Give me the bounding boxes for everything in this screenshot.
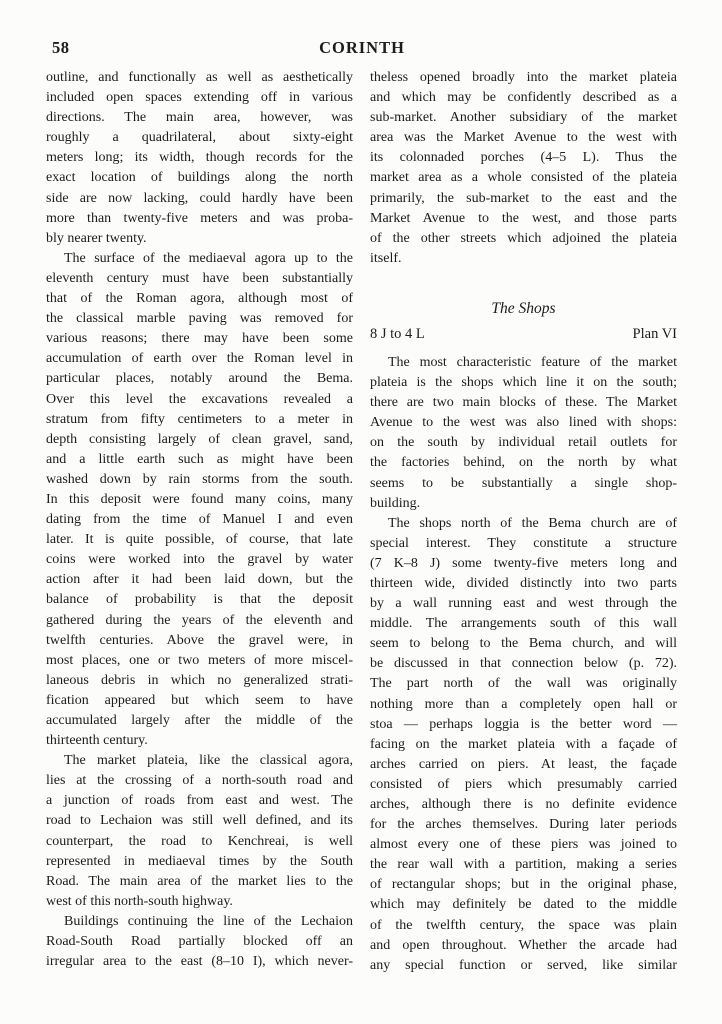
text-line: accumulation of earth over the Roman level in (46, 351, 353, 367)
text-line: west of this north-south highway. (46, 893, 233, 909)
text-line: Road-South Road partially blocked off an (46, 934, 353, 950)
text-line: exact location of buildings along the north (46, 170, 353, 186)
text-line: thirteenth century. (46, 733, 148, 749)
text-line: seems to be substantially a single shop- (370, 475, 677, 491)
text-line: be discussed in that connection below (p. 72). (370, 656, 677, 672)
text-line: In this deposit were found many coins, many (46, 491, 353, 507)
text-line: coins were worked into the gravel by water (46, 552, 353, 568)
paragraph (370, 68, 677, 269)
text-line: the factories behind, on the north by what (370, 455, 677, 471)
text-line: counterpart, the road to Kenchreai, is well (46, 833, 353, 849)
column-right (370, 68, 677, 976)
text-line: irregular area to the east (8–10 I), which never- (46, 954, 353, 970)
page-title: CORINTH (319, 38, 405, 57)
text-line: itself. (370, 250, 402, 266)
text-line: side are now lacking, could hardly have been (46, 190, 353, 206)
text-line: most places, one or two meters of more miscel- (46, 652, 353, 668)
text-line: depth consisting largely of clean gravel, sand, (46, 431, 353, 447)
text-line: theless opened broadly into the market plateia (370, 70, 677, 85)
text-line: eleventh century must have been substantially (46, 270, 353, 286)
text-line: The surface of the mediaeval agora up to the (64, 250, 353, 266)
text-line: on the south by individual retail outlets for (370, 435, 677, 451)
text-line: building. (370, 495, 421, 511)
paragraph (46, 912, 353, 972)
text-line: a junction of roads from east and west. The (46, 793, 353, 809)
text-line: market area as a whole consisted of the plateia (370, 170, 677, 186)
text-line: directions. The main area, however, was (46, 110, 353, 126)
text-line: nothing more than a completely open hall or (370, 696, 677, 712)
paragraph (46, 68, 353, 249)
plan-reference: Plan VI (632, 325, 677, 342)
paragraph (46, 751, 353, 912)
text-line: sub-market. Another subsidiary of the market (370, 110, 677, 126)
text-line: facing on the market plateia with a façade of (370, 736, 677, 752)
text-line: The shops north of the Bema church are of (388, 515, 677, 531)
page-number: 58 (52, 38, 70, 57)
text-line: outline, and functionally as well as aesthetically (46, 70, 353, 85)
text-line: which may definitely be dated to the middle (370, 897, 677, 913)
text-line: laneous debris in which no generalized strati- (46, 672, 353, 688)
text-line: of rectangular shops; but in the original phase, (370, 877, 677, 893)
text-line: arches, although there is no definite evidence (370, 797, 677, 812)
section-heading: The Shops (491, 299, 556, 317)
text-line: washed down by rain storms from the south. (46, 471, 353, 487)
text-line: fication appeared but which seem to have (46, 692, 353, 708)
text-line: and open throughout. Whether the arcade had (370, 937, 677, 953)
running-head (46, 38, 678, 60)
text-line: stoa — perhaps loggia is the better word — (370, 716, 677, 732)
paragraph (370, 514, 677, 976)
text-line: primarily, the sub-market to the east and the (370, 190, 677, 206)
paragraph (370, 353, 677, 514)
text-line: consisted of piers which presumably carried (370, 776, 677, 792)
text-columns (46, 68, 677, 976)
paragraph (46, 249, 353, 751)
text-line: represented in mediaeval times by the South (46, 853, 353, 869)
text-line: area was the Market Avenue to the west with (370, 130, 677, 146)
text-line: seem to belong to the Bema church, and will (370, 636, 677, 652)
text-line: Avenue to the west was also lined with shops: (370, 415, 677, 431)
text-line: action after it had been laid down, but the (46, 572, 353, 588)
text-line: for the arches themselves. During later periods (370, 817, 677, 833)
plan-reference-line (370, 324, 677, 344)
text-line: the classical marble paving was removed for (46, 311, 353, 327)
text-line: The market plateia, like the classical agora, (64, 753, 353, 769)
column-left (46, 68, 353, 976)
text-line: that of the Roman agora, although most of (46, 291, 353, 307)
text-line: included open spaces extending off in various (46, 90, 353, 106)
text-line: various reasons; there may have been some (46, 331, 353, 347)
text-line: dating from the time of Manuel I and even (46, 512, 353, 528)
text-line: arches carried on piers. At least, the façade (370, 756, 677, 772)
text-line: accumulated largely after the middle of the (46, 713, 353, 728)
text-line: stratum from fifty centimeters to a meter in (46, 411, 353, 427)
text-line: any special function or served, like similar (370, 957, 677, 973)
text-line: special interest. They constitute a structure (370, 535, 677, 551)
text-line: middle. The arrangements south of this wall (370, 616, 677, 632)
text-line: twelfth centuries. Above the gravel were, in (46, 632, 353, 648)
text-line: lies at the crossing of a north-south road and (46, 773, 353, 789)
text-line: Buildings continuing the line of the Lechaion (64, 913, 353, 929)
text-line: by a wall running east and west through the (370, 596, 677, 612)
text-line: there are two main blocks of these. The Market (370, 395, 677, 411)
text-line: particular places, notably around the Bema. (46, 371, 353, 387)
grid-reference: 8 J to 4 L (370, 325, 425, 342)
text-line: thirteen wide, divided distinctly into two parts (370, 575, 677, 591)
text-line: more than twenty-five meters and was proba- (46, 210, 353, 226)
text-line: the rear wall with a partition, making a series (370, 857, 677, 873)
text-line: Market Avenue to the west, and those parts (370, 210, 677, 226)
text-line: The most characteristic feature of the market (388, 354, 677, 370)
text-line: and which may be confidently described as a (370, 90, 677, 106)
text-line: of the other streets which adjoined the plateia (370, 230, 677, 246)
text-line: Over this level the excavations revealed a (46, 391, 353, 407)
text-line: almost every one of these piers was joined to (370, 837, 677, 853)
text-line: meters long; its width, though records for the (46, 150, 353, 166)
text-line: balance of probability is that the deposit (46, 592, 353, 608)
text-line: The part north of the wall was originally (370, 676, 677, 692)
text-line: plateia is the shops which line it on the south; (370, 375, 677, 391)
text-line: (7 K–8 J) some twenty-five meters long and (370, 555, 677, 571)
text-line: of the twelfth century, the space was plain (370, 917, 677, 933)
text-line: road to Lechaion was still well defined, and its (46, 813, 353, 829)
text-line: later. It is quite possible, of course, that late (46, 532, 353, 548)
text-line: bly nearer twenty. (46, 230, 147, 246)
text-line: and a little earth such as might have been (46, 451, 353, 467)
text-line: gathered during the years of the eleventh and (46, 612, 353, 628)
text-line: Road. The main area of the market lies to the (46, 873, 353, 889)
text-line: its colonnaded porches (4–5 L). Thus the (370, 150, 677, 166)
text-line: roughly a quadrilateral, about sixty-eight (46, 130, 353, 146)
